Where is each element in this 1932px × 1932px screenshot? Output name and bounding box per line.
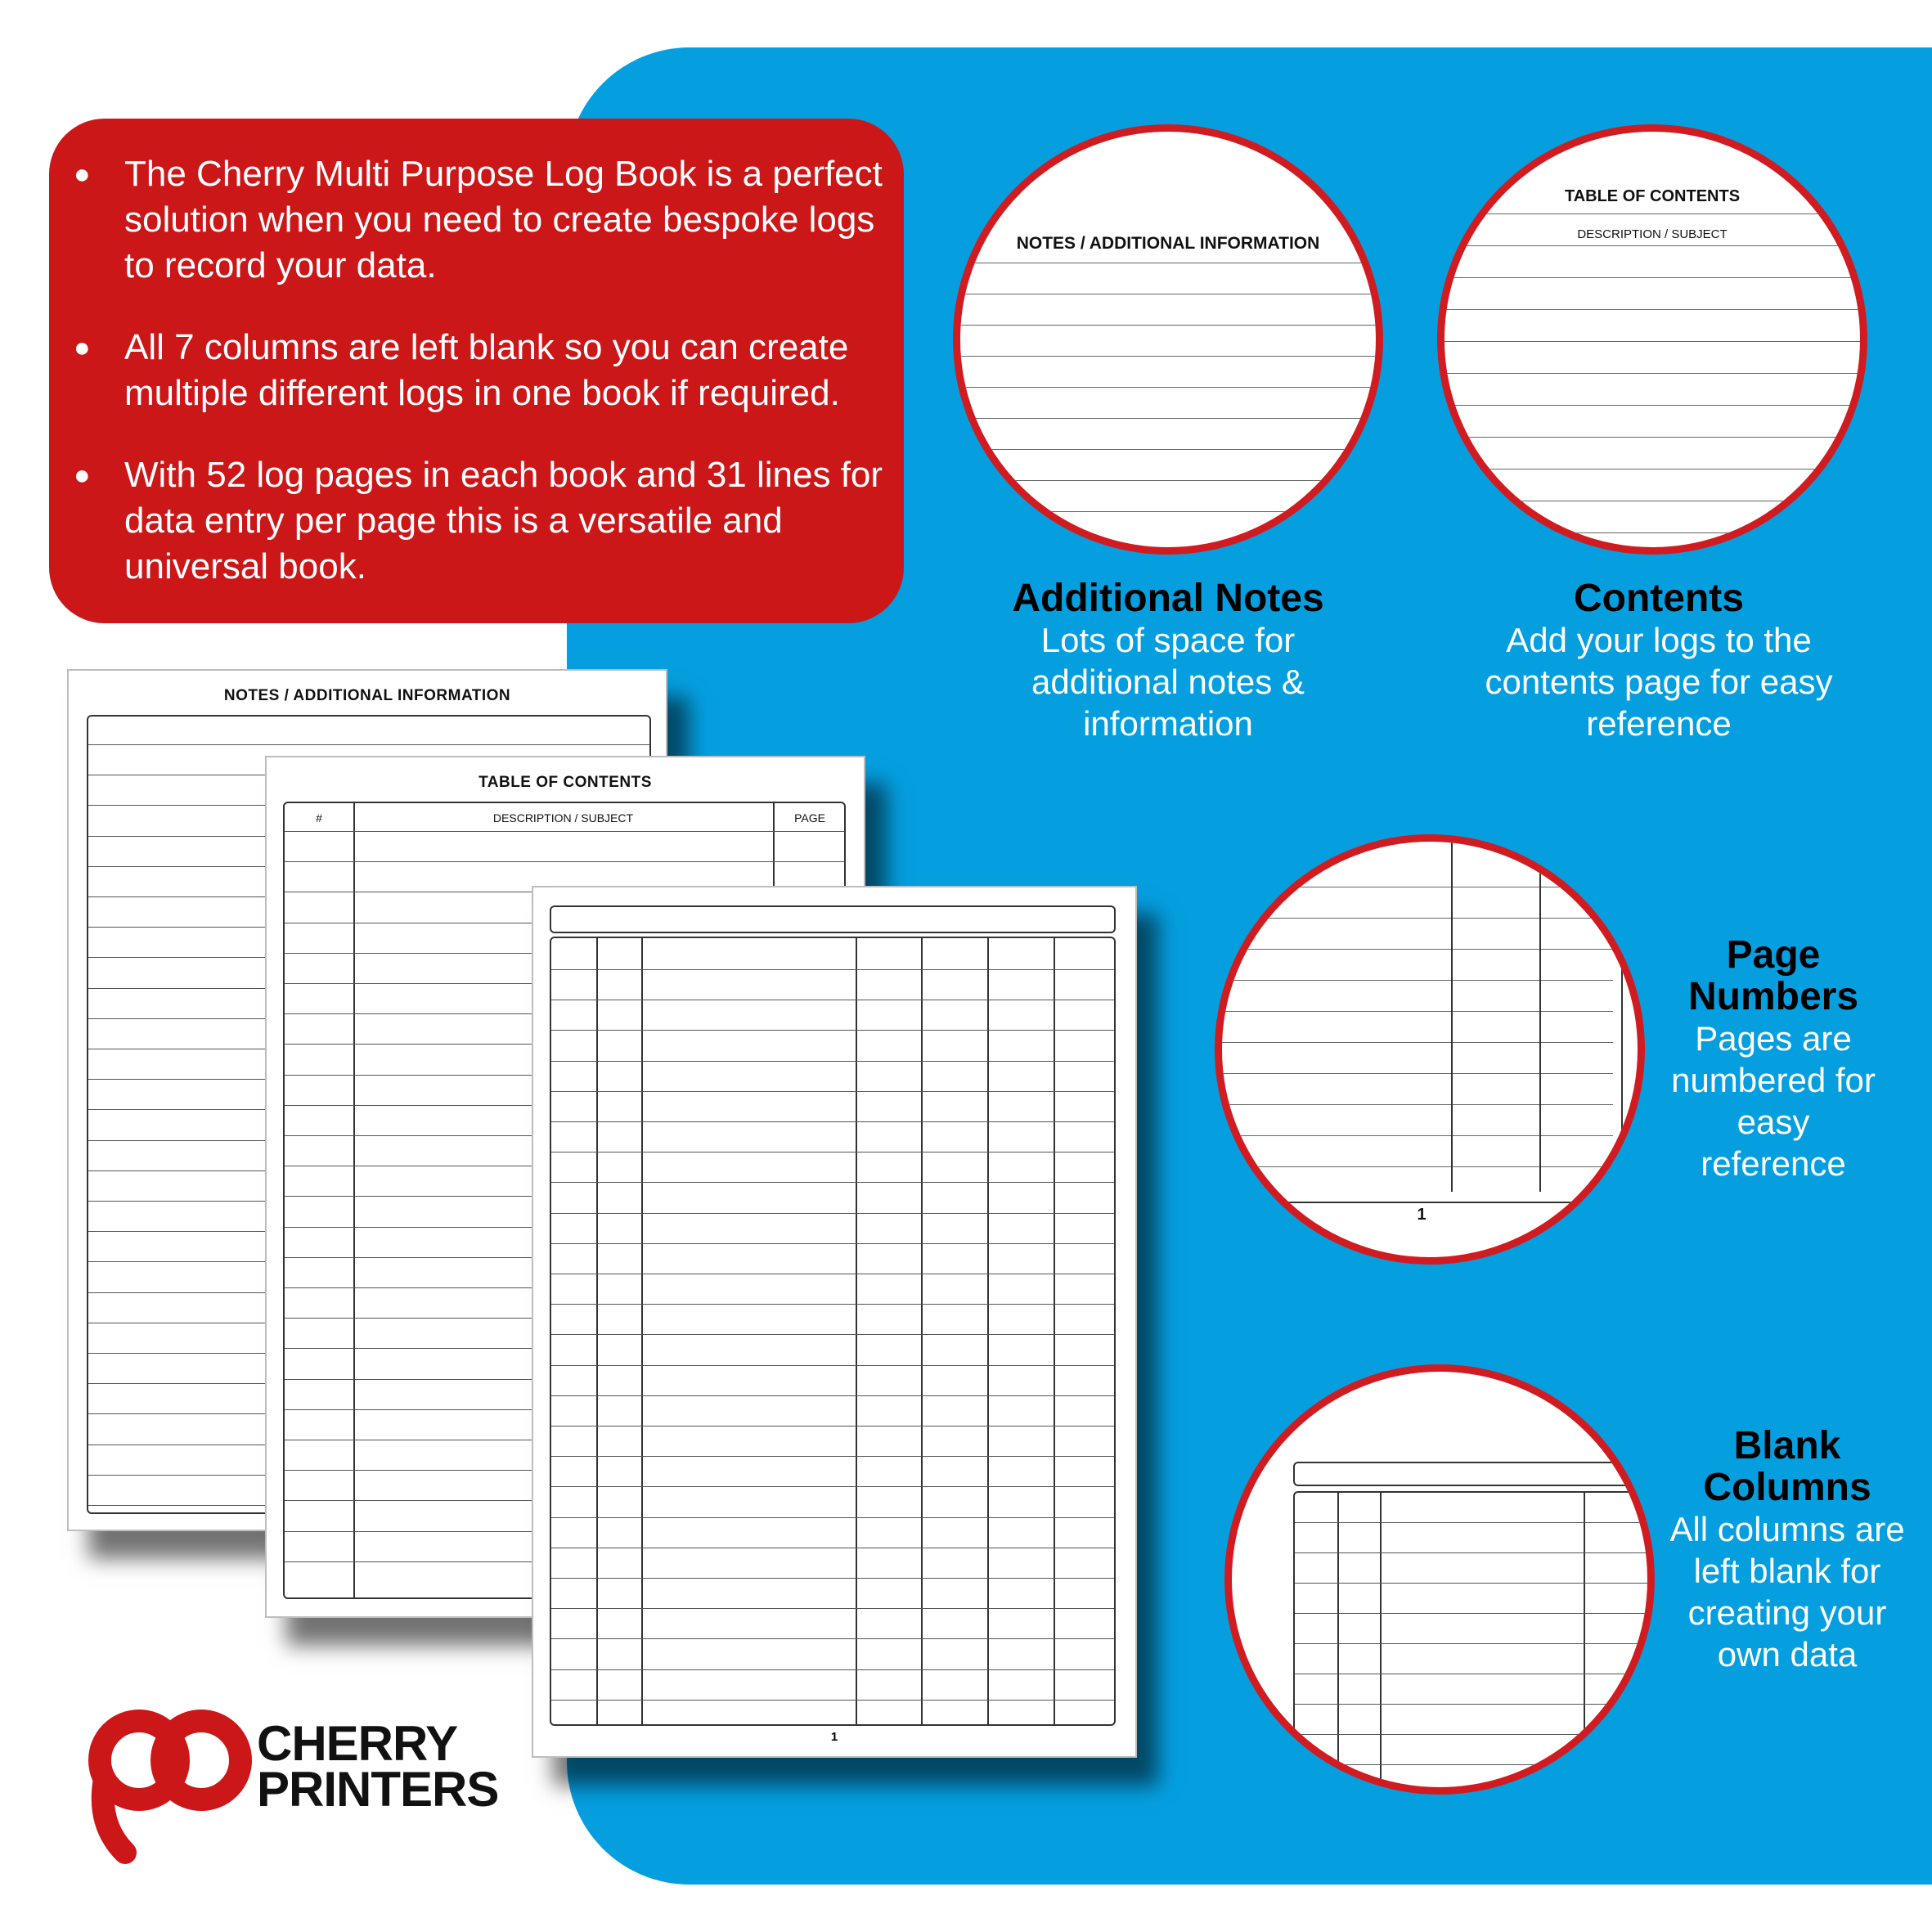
page-numbers-text: Pages are numbered for easy reference (1671, 1019, 1876, 1183)
ruled-line (88, 744, 649, 745)
ruled-line (1445, 341, 1860, 342)
info-box (49, 119, 904, 623)
ruled-line (1445, 213, 1860, 214)
ruled-line (1222, 918, 1613, 919)
column-divider (1054, 938, 1055, 1724)
ruled-line (960, 511, 1376, 512)
log-table (1293, 1491, 1655, 1795)
ruled-line (1295, 1583, 1655, 1584)
ruled-line (1295, 1764, 1655, 1765)
brand-wordmark (257, 1716, 499, 1817)
contents-circle-title: TABLE OF CONTENTS (1564, 187, 1741, 205)
ruled-line (1295, 1552, 1655, 1553)
blank-columns-caption (1669, 1425, 1906, 1675)
column-divider (1451, 842, 1453, 1192)
notes-text: Lots of space for additional notes & information (1031, 621, 1305, 743)
ruled-line (551, 1486, 1114, 1487)
notes-caption (973, 577, 1363, 744)
contents-circle-subtitle: DESCRIPTION / SUBJECT (1577, 227, 1728, 241)
bullet-item: ● All 7 columns are left blank so you can create multiple different logs in one book if required. (124, 325, 887, 416)
ruled-line (285, 861, 844, 862)
ruled-line (1222, 1166, 1613, 1167)
contents-col-page: PAGE (794, 811, 825, 824)
ruled-line (551, 1517, 1114, 1518)
ruled-line (960, 356, 1376, 357)
column-divider (1539, 842, 1541, 1192)
blank-columns-zoom-circle (1224, 1364, 1655, 1795)
notes-circle-title: NOTES / ADDITIONAL INFORMATION (1016, 234, 1320, 253)
ruled-line (551, 1243, 1114, 1244)
ruled-line (1445, 373, 1860, 374)
ruled-line (1222, 1135, 1613, 1136)
log-header-box (550, 905, 1116, 933)
ruled-line (551, 1121, 1114, 1122)
ruled-line (960, 449, 1376, 450)
ruled-line (960, 387, 1376, 388)
column-divider (987, 938, 989, 1724)
ruled-line (1295, 1734, 1655, 1735)
notes-heading: Additional Notes (1012, 577, 1324, 620)
ruled-line (1295, 1613, 1655, 1614)
page-number-digit: 1 (1417, 1206, 1427, 1224)
ruled-line (551, 1578, 1114, 1579)
contents-col-number: # (316, 811, 322, 824)
ruled-line (1445, 309, 1860, 310)
contents-text: Add your logs to the contents page for easy reference (1485, 621, 1833, 743)
ruled-line (1295, 1643, 1655, 1644)
log-table (550, 937, 1116, 1726)
ruled-line (1445, 405, 1860, 406)
log-page-number: 1 (830, 1730, 838, 1744)
column-divider (641, 938, 643, 1724)
ruled-line (1295, 1522, 1655, 1523)
ruled-line (1222, 1073, 1613, 1074)
ruled-line (960, 418, 1376, 419)
notes-zoom-circle (953, 124, 1383, 555)
brand-line-2: PRINTERS (257, 1762, 499, 1817)
notes-page-title: NOTES / ADDITIONAL INFORMATION (223, 687, 511, 704)
ruled-line (551, 1365, 1114, 1366)
ruled-line (551, 1700, 1114, 1701)
ruled-line (551, 1061, 1114, 1062)
ruled-line (551, 1030, 1114, 1031)
ruled-line (551, 969, 1114, 970)
ruled-line (551, 1395, 1114, 1396)
page-numbers-heading: Page Numbers (1687, 933, 1859, 1018)
ruled-line (551, 1304, 1114, 1305)
ruled-line (1222, 1042, 1613, 1043)
ruled-line (1445, 437, 1860, 438)
ruled-line (1445, 277, 1860, 278)
column-divider (1621, 842, 1623, 1192)
ruled-line (551, 1334, 1114, 1335)
contents-heading: Contents (1574, 577, 1744, 620)
contents-zoom-circle (1437, 124, 1867, 555)
column-divider (921, 938, 923, 1724)
ruled-line (1222, 1011, 1613, 1012)
ruled-line (960, 480, 1376, 481)
ruled-line (1445, 245, 1860, 246)
ruled-line (1222, 980, 1613, 981)
brand-line-1: CHERRY (257, 1716, 458, 1771)
page-numbers-caption (1660, 934, 1886, 1184)
ruled-line (1445, 532, 1860, 533)
ruled-line (960, 325, 1376, 326)
ruled-line (551, 1456, 1114, 1457)
ruled-line (1295, 1704, 1655, 1705)
contents-page-title: TABLE OF CONTENTS (479, 774, 652, 791)
page-numbers-zoom-circle (1215, 834, 1645, 1265)
ruled-line (1222, 949, 1613, 950)
ruled-line (551, 1213, 1114, 1214)
blank-columns-text: All columns are left blank for creating your own data (1669, 1510, 1905, 1674)
ruled-line (1222, 1104, 1613, 1105)
column-divider (856, 938, 857, 1724)
ruled-line (551, 1638, 1114, 1639)
bullet-item: ● The Cherry Multi Purpose Log Book is a perfect solution when you need to create bespoke logs to record your data. (124, 151, 887, 289)
bullet-item: ● With 52 log pages in each book and 31 lines for data entry per page this is a versatile and universal book. (124, 452, 887, 590)
contents-col-description: DESCRIPTION / SUBJECT (492, 811, 634, 824)
blank-columns-heading: Blank Columns (1703, 1424, 1871, 1509)
ruled-line (551, 1426, 1114, 1427)
log-header-box (1293, 1462, 1655, 1486)
feature-bullet-list (124, 151, 887, 590)
column-divider (596, 938, 598, 1724)
log-page-preview (532, 886, 1137, 1758)
cherry-printers-logo-icon (88, 1701, 252, 1865)
ruled-line (551, 1669, 1114, 1670)
ruled-line (551, 1091, 1114, 1092)
ruled-line (1445, 469, 1860, 470)
ruled-line (285, 831, 844, 832)
ruled-line (551, 1608, 1114, 1609)
ruled-line (551, 1182, 1114, 1183)
contents-caption (1448, 577, 1870, 744)
page-bottom-line (1222, 1202, 1638, 1203)
